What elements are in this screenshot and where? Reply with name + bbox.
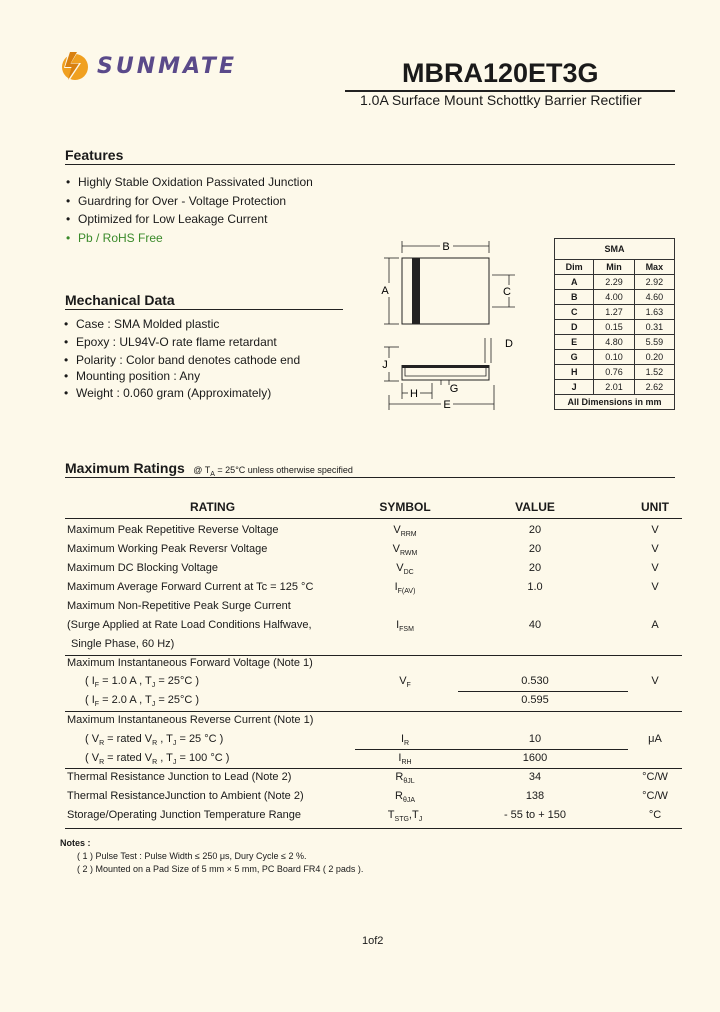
- sma-cell: A: [555, 275, 594, 290]
- rating-unit: V: [651, 675, 659, 687]
- ratings-rule: [65, 477, 675, 478]
- rating-symbol: $I_R$: [400, 733, 410, 748]
- rating-unit: V: [651, 581, 659, 593]
- sma-table-footer: All Dimensions in mm: [555, 395, 675, 410]
- sma-cell: 2.92: [634, 275, 674, 290]
- mechanical-item: • Polarity : Color band denotes cathode end: [76, 353, 300, 367]
- mechanical-title: Mechanical Data: [65, 292, 175, 308]
- mechanical-item: • Weight : 0.060 gram (Approximately): [76, 386, 271, 400]
- sma-cell: 0.20: [634, 350, 674, 365]
- rating-label: Maximum Peak Repetitive Reverse Voltage: [67, 524, 279, 536]
- rating-label: Maximum DC Blocking Voltage: [67, 562, 219, 574]
- rating-value: 40: [528, 619, 542, 631]
- dim-label-d: D: [505, 338, 513, 350]
- rating-unit: μA: [648, 733, 662, 745]
- sma-cell: C: [555, 305, 594, 320]
- rating-symbol: $R_{\theta JA}$: [394, 790, 415, 805]
- table-bottom-rule: [65, 828, 682, 829]
- row-rule: [65, 768, 682, 769]
- dim-label-c: C: [503, 286, 511, 298]
- sma-cell: 1.63: [634, 305, 674, 320]
- sma-cell: 1.27: [594, 305, 634, 320]
- sma-cell: 2.01: [594, 380, 634, 395]
- rating-symbol: $V_{DC}$: [396, 562, 414, 577]
- note-item: ( 2 ) Mounted on a Pad Size of 5 mm × 5 mm, PC Board FR4 ( 2 pads ).: [77, 864, 364, 874]
- mechanical-item: • Mounting position : Any: [76, 369, 200, 383]
- sma-cell: G: [555, 350, 594, 365]
- dim-label-a: A: [381, 285, 389, 297]
- row-rule: [65, 711, 682, 712]
- rating-label: Maximum Non-Repetitive Peak Surge Current: [67, 600, 291, 612]
- features-title: Features: [65, 147, 124, 163]
- rating-label: Maximum Working Peak Reversr Voltage: [67, 543, 268, 555]
- rating-value: 20: [528, 562, 542, 574]
- rating-unit: V: [651, 543, 659, 555]
- rating-symbol: $V_{RRM}$: [393, 524, 417, 539]
- rating-value: 1.0: [527, 581, 543, 593]
- rating-symbol: $V_F$: [399, 675, 411, 690]
- sma-cell: 2.62: [634, 380, 674, 395]
- ratings-condition: @ $T_A = 25^\circ C$ unless otherwise specified: [193, 465, 353, 478]
- mechanical-item: • Case : SMA Molded plastic: [76, 317, 219, 331]
- rating-symbol: $V_{RWM}$: [392, 543, 418, 558]
- rating-symbol: $I_{F(AV)}$: [394, 581, 416, 596]
- rating-symbol: $T_{STG},T_J$: [387, 809, 423, 824]
- dim-label-j: J: [382, 359, 388, 371]
- rating-label: Storage/Operating Junction Temperature Range: [67, 809, 301, 821]
- sma-cell: 4.60: [634, 290, 674, 305]
- sma-cell: 0.10: [594, 350, 634, 365]
- sma-cell: 0.31: [634, 320, 674, 335]
- sma-cell: B: [555, 290, 594, 305]
- row-rule: [65, 655, 682, 656]
- ratings-title: Maximum Ratings: [65, 460, 185, 476]
- rating-symbol: $I_{RH}$: [398, 752, 412, 767]
- sma-dimension-table: [554, 238, 675, 410]
- feature-item: • Highly Stable Oxidation Passivated Junction: [78, 175, 313, 189]
- feature-item-rohs: • Pb / RoHS Free: [78, 231, 163, 245]
- feature-item: • Guardring for Over - Voltage Protection: [78, 194, 286, 208]
- rating-label: Maximum Instantaneous Reverse Current (Note 1): [67, 714, 314, 726]
- rating-label: Thermal Resistance Junction to Lead (Note 2): [67, 771, 292, 783]
- row-rule: [458, 691, 628, 692]
- dim-label-g: G: [449, 383, 459, 395]
- rating-label: ( $V_R$ = rated $V_R$ , $T_J = 100$ °C ): [85, 752, 230, 767]
- col-header-rating: RATING: [189, 500, 236, 514]
- sma-cell: 1.52: [634, 365, 674, 380]
- col-header-symbol: SYMBOL: [379, 500, 431, 514]
- rating-value: 34: [528, 771, 542, 783]
- sma-cell: 4.80: [594, 335, 634, 350]
- feature-item: • Optimized for Low Leakage Current: [78, 212, 267, 226]
- rating-value: 1600: [522, 752, 548, 764]
- note-item: ( 1 ) Pulse Test : Pulse Width ≤ 250 μs, Dury Cycle ≤ 2 %.: [77, 851, 307, 861]
- mechanical-item: • Epoxy : UL94V-O rate flame retardant: [76, 335, 277, 349]
- sma-cell: D: [555, 320, 594, 335]
- rating-value: - 55 to + 150: [503, 809, 567, 821]
- dim-label-h: H: [410, 388, 418, 400]
- ratings-header: [65, 460, 353, 478]
- rating-label: ( $I_F = 1.0$ A , $T_J = 25^\circ C$ ): [85, 675, 200, 690]
- package-diagram: [375, 235, 525, 415]
- rating-value: 0.595: [521, 694, 549, 706]
- rating-value: 20: [528, 543, 542, 555]
- part-number: MBRA120ET3G: [402, 58, 599, 88]
- rating-label: ( $V_R$ = rated $V_R$ , $T_J = 25$ °C ): [85, 733, 224, 748]
- rating-unit: V: [651, 524, 659, 536]
- rating-unit: °C/W: [642, 771, 668, 783]
- rating-symbol: $R_{\theta JL}$: [395, 771, 415, 786]
- features-rule: [65, 164, 675, 165]
- logo-icon: [55, 46, 95, 86]
- sma-table-title: SMA: [555, 239, 675, 260]
- mechanical-rule: [65, 309, 343, 310]
- rating-unit: °C/W: [642, 790, 668, 802]
- col-header-value: VALUE: [515, 500, 555, 514]
- notes-title: Notes :: [60, 838, 91, 848]
- sma-header: Dim: [555, 260, 594, 275]
- sma-cell: E: [555, 335, 594, 350]
- col-header-unit: UNIT: [641, 500, 669, 514]
- rating-value: 10: [528, 733, 542, 745]
- logo-text: SUNMATE: [97, 54, 237, 79]
- sma-cell: H: [555, 365, 594, 380]
- sma-header: Max: [634, 260, 674, 275]
- sma-cell: 4.00: [594, 290, 634, 305]
- rating-value: 20: [528, 524, 542, 536]
- rating-value: 138: [525, 790, 545, 802]
- subtitle: 1.0A Surface Mount Schottky Barrier Rectifier: [360, 92, 642, 108]
- rating-label: Maximum Instantaneous Forward Voltage (Note 1): [67, 657, 313, 669]
- rating-unit: A: [651, 619, 659, 631]
- page-number: 1of2: [362, 935, 384, 947]
- rating-value: 0.530: [521, 675, 549, 687]
- header-rule: [65, 518, 682, 519]
- rating-label: (Surge Applied at Rate Load Conditions Halfwave,: [67, 619, 312, 631]
- row-rule: [355, 749, 628, 750]
- rating-label: ( $I_F = 2.0$ A , $T_J = 25^\circ C$ ): [85, 694, 200, 709]
- rating-unit: V: [651, 562, 659, 574]
- dim-label-e: E: [443, 399, 451, 411]
- rating-label: Thermal ResistanceJunction to Ambient (Note 2): [67, 790, 304, 802]
- rating-label: Single Phase, 60 Hz): [71, 638, 175, 650]
- logo: [55, 46, 245, 86]
- rating-label: Maximum Average Forward Current at Tc = 125 °C: [67, 581, 314, 593]
- sma-cell: 0.76: [594, 365, 634, 380]
- dim-label-b: B: [442, 241, 450, 253]
- sma-header: Min: [594, 260, 634, 275]
- sma-cell: 5.59: [634, 335, 674, 350]
- sma-cell: 0.15: [594, 320, 634, 335]
- rating-unit: °C: [648, 809, 662, 821]
- sma-cell: 2.29: [594, 275, 634, 290]
- sma-cell: J: [555, 380, 594, 395]
- rating-symbol: $I_{FSM}$: [396, 619, 414, 634]
